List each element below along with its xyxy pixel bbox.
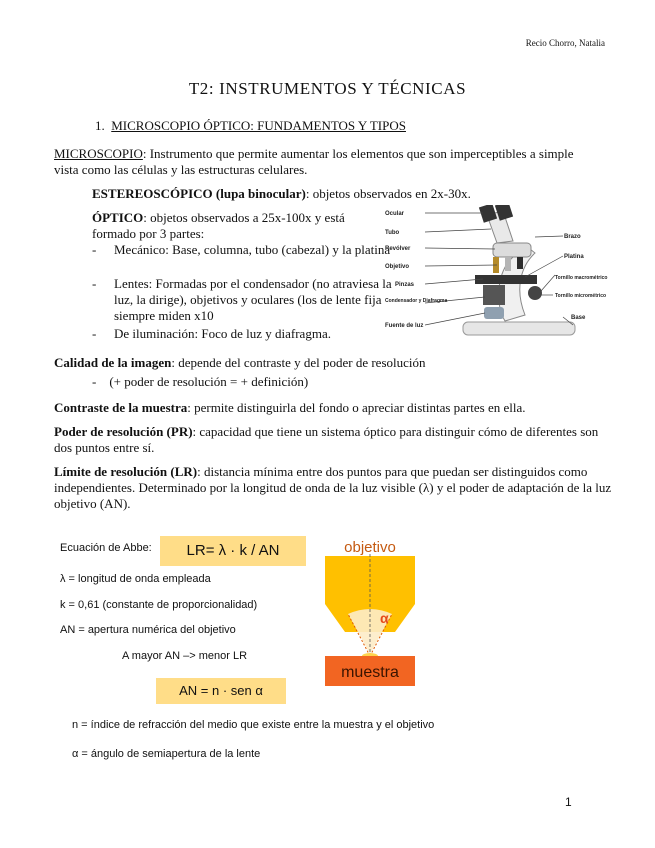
label-tubo: Tubo bbox=[385, 230, 400, 236]
contraste-definition bbox=[54, 400, 614, 416]
microscope-illustration bbox=[385, 205, 625, 340]
section-number: 1. bbox=[95, 118, 105, 133]
part-mecanico: Mecánico: Base, columna, tubo (cabezal) y la platina bbox=[114, 242, 391, 257]
sample-label: muestra bbox=[341, 664, 399, 681]
microscopio-definition bbox=[54, 146, 594, 178]
an-relation: A mayor AN –> menor LR bbox=[122, 650, 248, 662]
objective-label: objetivo bbox=[344, 539, 396, 556]
label-ocular: Ocular bbox=[385, 211, 405, 217]
objective-diagram bbox=[320, 534, 420, 692]
list-item: - (+ poder de resolución = + definición) bbox=[92, 374, 309, 389]
estereoscopico-text: : objetos observados en 2x-30x. bbox=[305, 186, 471, 201]
contraste-term: Contraste de la muestra bbox=[54, 400, 188, 415]
label-pinzas: Pinzas bbox=[395, 282, 415, 288]
microscope-base-shape bbox=[463, 322, 575, 335]
objective-shape bbox=[517, 257, 523, 269]
microscope-revolver-shape bbox=[493, 243, 531, 257]
optico-term: ÓPTICO bbox=[92, 210, 144, 225]
label-brazo: Brazo bbox=[564, 234, 581, 240]
an-definition: AN = apertura numérica del objetivo bbox=[60, 624, 236, 636]
poder-definition bbox=[54, 424, 614, 456]
alpha-label: α bbox=[380, 610, 389, 626]
objective-shape bbox=[505, 257, 511, 271]
microscope-knob-shape bbox=[528, 286, 542, 300]
n-definition: n = índice de refracción del medio que existe entre la muestra y el objetivo bbox=[72, 719, 435, 731]
abbe-label: Ecuación de Abbe: bbox=[60, 542, 152, 554]
label-condensador: Condensador y Diafragma bbox=[385, 298, 448, 304]
optico-text: : objetos observados a 25x-100x y está formado por 3 partes: bbox=[92, 210, 345, 241]
part-iluminacion: De iluminación: Foco de luz y diafragma. bbox=[114, 326, 331, 341]
calidad-term: Calidad de la imagen bbox=[54, 355, 172, 370]
limite-text: : distancia mínima entre dos puntos para que puedan ser distinguidos como independientes. Determinado por la longitud de onda de la luz visible (λ) y el poder de adaptación de la luz objetivo (AN). bbox=[54, 464, 612, 511]
limite-term: Límite de resolución (LR) bbox=[54, 464, 198, 479]
poder-term: Poder de resolución (PR) bbox=[54, 424, 193, 439]
contraste-text: : permite distinguirla del fondo o apreciar distintas partes en ella. bbox=[187, 400, 526, 415]
section-heading bbox=[95, 118, 406, 134]
microscope-stage-shape bbox=[475, 275, 537, 284]
alpha-definition: α = ángulo de semiapertura de la lente bbox=[72, 748, 261, 760]
microscope-light-shape bbox=[484, 307, 504, 319]
label-micrometrico: Tornillo micrométrico bbox=[555, 293, 607, 299]
microscopio-text: : Instrumento que permite aumentar los elementos que son imperceptibles a simple vista como las células y las estructuras celulares. bbox=[54, 146, 574, 177]
part-lentes: Lentes: Formadas por el condensador (no atraviesa la luz, la dirige), objetivos y oculares (los de lente fija siempre miden x10 bbox=[114, 276, 392, 323]
label-base: Base bbox=[571, 315, 586, 321]
label-revolver: Revólver bbox=[385, 246, 411, 252]
label-objetivo: Objetivo bbox=[385, 264, 410, 270]
label-fuente: Fuente de luz bbox=[385, 323, 424, 329]
lambda-definition: λ = longitud de onda empleada bbox=[60, 573, 211, 585]
microscopio-term: MICROSCOPIO bbox=[54, 146, 143, 161]
label-macrometrico: Tornillo macrométrico bbox=[555, 275, 608, 281]
abbe-formula: LR= λ · k / AN bbox=[160, 536, 306, 566]
poder-text: : capacidad que tiene un sistema óptico para distinguir cómo de diferentes son dos puntos entre sí. bbox=[54, 424, 599, 455]
limite-definition bbox=[54, 464, 614, 512]
calidad-bullet: (+ poder de resolución = + definición) bbox=[109, 374, 309, 389]
page-title: T2: INSTRUMENTOS Y TÉCNICAS bbox=[188, 79, 467, 98]
calidad-text: : depende del contraste y del poder de resolución bbox=[171, 355, 426, 370]
microscope-condenser-shape bbox=[483, 285, 505, 305]
section-title: MICROSCOPIO ÓPTICO: FUNDAMENTOS Y TIPOS bbox=[111, 118, 406, 133]
estereoscopico-term: ESTEREOSCÓPICO (lupa binocular) bbox=[92, 186, 306, 201]
label-platina: Platina bbox=[564, 254, 584, 260]
calidad-definition bbox=[54, 355, 614, 371]
optico-definition bbox=[92, 210, 392, 242]
k-definition: k = 0,61 (constante de proporcionalidad) bbox=[60, 599, 258, 611]
estereoscopico-definition bbox=[92, 186, 562, 202]
author-name: Recio Chorro, Natalia bbox=[525, 38, 605, 48]
an-formula: AN = n · sen α bbox=[156, 678, 286, 704]
page-number: 1 bbox=[565, 795, 572, 809]
